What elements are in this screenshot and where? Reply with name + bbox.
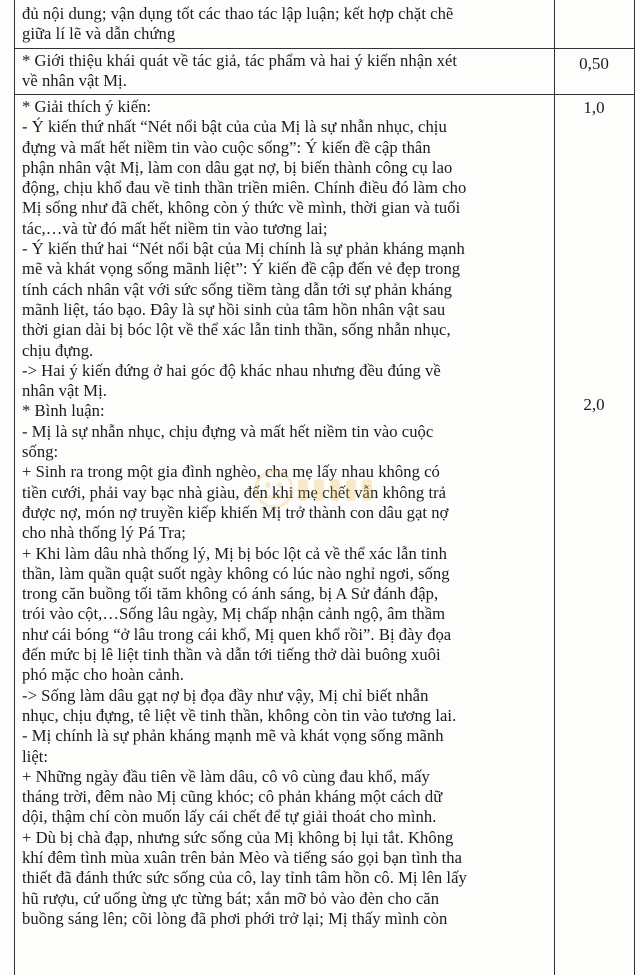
text-line: nhục, chịu đựng, tê liệt về tinh thần, không còn tin vào tương lai. xyxy=(22,705,457,725)
text-line: -> Sống làm dâu gạt nợ bị đọa đầy như vậy, Mị chỉ biết nhẫn xyxy=(22,685,429,705)
text-line: như cái bóng “ở lâu trong cái khổ, Mị quen khổ rồi”. Bị đày đọa xyxy=(22,624,452,644)
score-row-3a: 1,0 xyxy=(583,98,605,117)
text-line: tháng trời, đêm nào Mị cũng khóc; cô phản kháng một cách dữ xyxy=(22,787,443,807)
row-3-content xyxy=(22,97,552,929)
text-line: - Ý kiến thứ nhất “Nét nổi bật của của Mị là sự nhẫn nhục, chịu xyxy=(22,117,447,137)
text-line: đến mức bị lê liệt tinh thần và dẫn tới tiếng thở dài buông xuôi xyxy=(22,645,441,665)
text-line: phận nhân vật Mị, làm con dâu gạt nợ, bị biến thành công cụ lao xyxy=(22,157,453,177)
score-row-3b: 2,0 xyxy=(583,395,605,414)
text-line: trong căn buồng tối tăm không có ánh sáng, bị A Sử đánh đập, xyxy=(22,584,439,604)
row-2-content xyxy=(22,51,552,92)
text-line: tính cách nhân vật với sức sống tiềm tàng dẫn tới sự phản kháng xyxy=(22,279,452,299)
text-line: + Khi làm dâu nhà thống lý, Mị bị bóc lột cả về thể xác lẫn tinh xyxy=(22,543,448,563)
text-line: sống: xyxy=(22,442,59,462)
text-line: * Giải thích ý kiến: xyxy=(22,97,152,116)
text-line: mãnh liệt, táo bạo. Đây là sự hồi sinh của tâm hồn nhân vật sau xyxy=(22,299,446,319)
text-line: buồng sáng lên; cõi lòng đã phơi phới trở lại; Mị thấy mình còn xyxy=(22,908,448,928)
text-line: * Bình luận: xyxy=(22,401,105,421)
text-line: -> Hai ý kiến đứng ở hai góc độ khác nhau nhưng đều đúng về xyxy=(22,360,441,380)
text-line: * Giới thiệu khái quát về tác giả, tác phẩm và hai ý kiến nhận xét xyxy=(22,51,458,70)
text-line: phó mặc cho hoàn cảnh. xyxy=(22,665,184,685)
text-line: + Những ngày đầu tiên về làm dâu, cô vô cùng đau khổ, mấy xyxy=(22,766,430,786)
text-line: đủ nội dung; vận dụng tốt các thao tác lập luận; kết hợp chặt chẽ xyxy=(22,4,454,23)
text-line: - Ý kiến thứ hai “Nét nổi bật của Mị chính là sự phản kháng mạnh xyxy=(22,239,465,259)
text-line: hũ rượu, cứ uống ừng ực từng bát; xắn mỡ bỏ vào đèn cho căn xyxy=(22,888,440,908)
row-divider xyxy=(14,48,634,49)
text-line: được nợ, món nợ truyền kiếp khiến Mị trở thành con dâu gạt nợ xyxy=(22,502,449,522)
text-line: + Sinh ra trong một gia đình nghèo, cha mẹ lấy nhau không có xyxy=(22,462,440,482)
text-line: cho nhà thống lý Pá Tra; xyxy=(22,523,186,543)
text-line: mẽ và khát vọng sống mãnh liệt”: Ý kiến đề cập đến vẻ đẹp trong xyxy=(22,259,461,279)
text-line: liệt: xyxy=(22,746,49,766)
row-1-content xyxy=(22,4,552,45)
score-row-2: 0,50 xyxy=(579,54,609,73)
text-line: thần, làm quần quật suốt ngày không có lúc nào nghỉ ngơi, sống xyxy=(22,563,450,583)
text-line: về nhân vật Mị. xyxy=(22,71,127,91)
score-column-divider xyxy=(554,0,555,975)
text-line: thiết đã đánh thức sức sống của cô, lay tỉnh tâm hồn cô. Mị lên lấy xyxy=(22,868,467,888)
text-line: khí đêm tình mùa xuân trên bản Mèo và tiếng sáo gọi bạn tình tha xyxy=(22,847,463,867)
text-line: - Mị là sự nhẫn nhục, chịu đựng và mất hết niềm tin vào cuộc xyxy=(22,421,434,441)
text-line: thời gian dài bị bóc lột về thể xác lẫn tinh thần, sống nhẫn nhục, xyxy=(22,320,451,340)
text-line: + Dù bị chà đạp, nhưng sức sống của Mị không bị lụi tắt. Không xyxy=(22,827,454,847)
text-line: đựng và mất hết niềm tin vào cuộc sống”: Ý kiến đề cập thân xyxy=(22,137,431,157)
text-line: nhân vật Mị. xyxy=(22,381,107,401)
text-line: Mị sống như đã chết, không còn ý thức về mình, thời gian và tuổi xyxy=(22,198,461,218)
text-line: - Mị chính là sự phản kháng mạnh mẽ và khát vọng sống mãnh xyxy=(22,726,444,746)
row-divider xyxy=(14,94,634,95)
text-line: tác,…và từ đó mất hết niềm tin vào tương lai; xyxy=(22,218,328,238)
text-line: chịu đựng. xyxy=(22,340,94,360)
text-line: giữa lí lẽ và dẫn chứng xyxy=(22,24,176,44)
text-line: dội, thậm chí còn muốn lấy cái chết để tự giải thoát cho mình. xyxy=(22,807,437,827)
text-line: tiền cưới, phải vay bạc nhà giàu, đến khi mẹ chết vẫn không trả xyxy=(22,482,447,502)
text-line: trói vào cột,…Sống lâu ngày, Mị chấp nhận cảnh ngộ, âm thầm xyxy=(22,604,446,624)
text-line: động, chịu khổ đau về tinh thần triền miên. Chính điều đó làm cho xyxy=(22,178,467,198)
